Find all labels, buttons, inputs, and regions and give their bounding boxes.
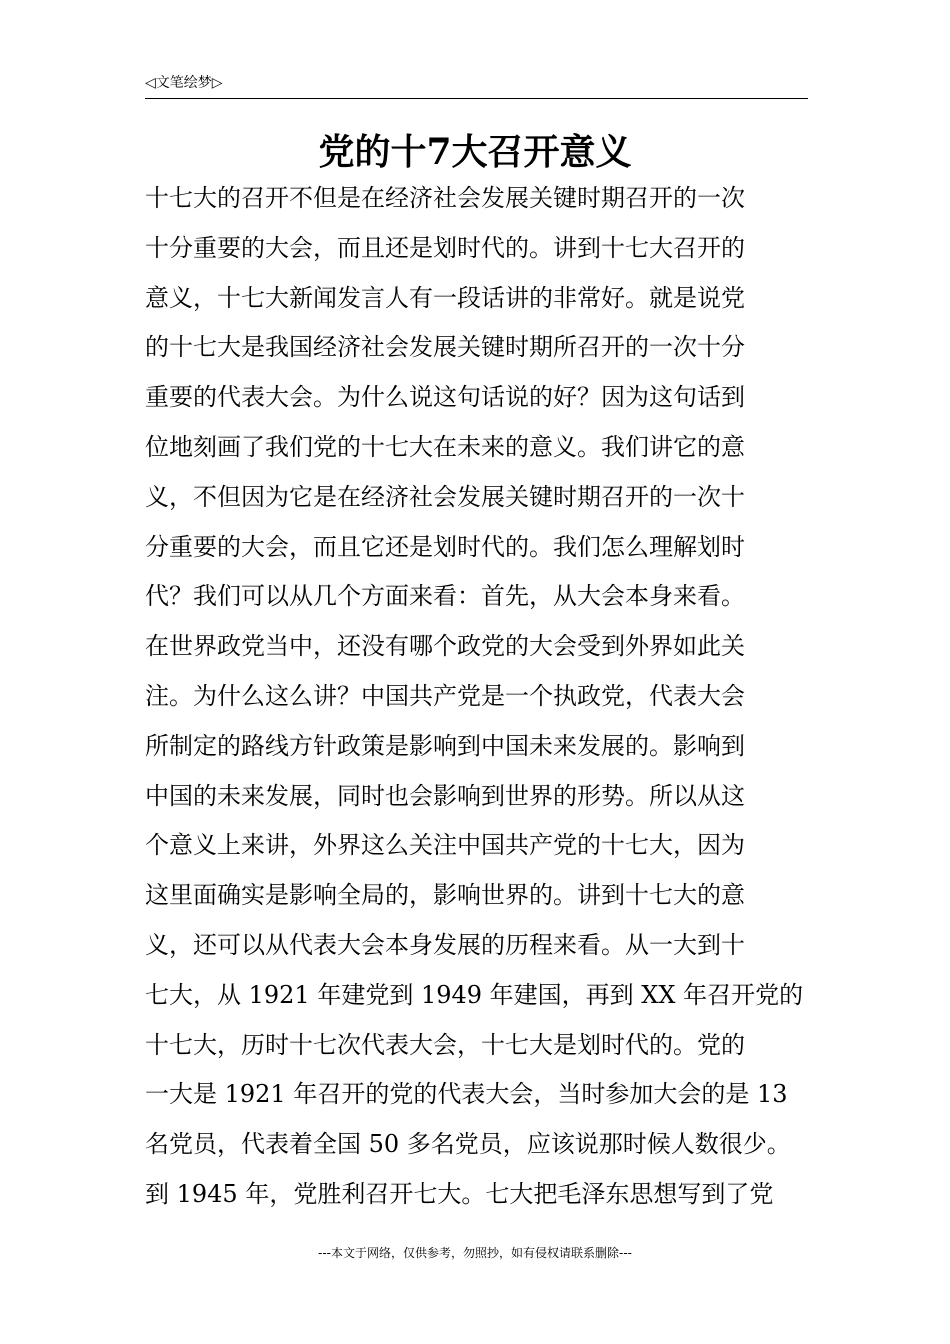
body-line: 重要的代表大会。为什么说这句话说的好？因为这句话到 <box>145 383 745 412</box>
body-line: 名党员，代表着全国 50 多名党员，应该说那时候人数很少。 <box>145 1130 791 1159</box>
document-title: 党的十7大召开意义 <box>318 131 632 173</box>
body-line: 义，不但因为它是在经济社会发展关键时期召开的一次十 <box>145 482 745 511</box>
body-line: 到 1945 年，党胜利召开七大。七大把毛泽东思想写到了党 <box>145 1179 774 1208</box>
body-line: 位地刻画了我们党的十七大在未来的意义。我们讲它的意 <box>145 432 745 461</box>
body-line: 在世界政党当中，还没有哪个政党的大会受到外界如此关 <box>145 632 745 661</box>
body-line: 分重要的大会，而且它还是划时代的。我们怎么理解划时 <box>145 532 745 561</box>
body-line: 十分重要的大会，而且还是划时代的。讲到十七大召开的 <box>145 233 745 262</box>
body-line: 一大是 1921 年召开的党的代表大会，当时参加大会的是 13 <box>145 1080 788 1109</box>
body-line: 个意义上来讲，外界这么关注中国共产党的十七大，因为 <box>145 831 745 860</box>
body-line: 十七大，历时十七次代表大会，十七大是划时代的。党的 <box>145 1030 745 1059</box>
page-footer: ---本文于网络，仅供参考，勿照抄，如有侵权请联系删除--- <box>318 1246 632 1260</box>
body-line: 十七大的召开不但是在经济社会发展关键时期召开的一次 <box>145 184 745 212</box>
document-body <box>145 174 835 1220</box>
body-line: 意义，十七大新闻发言人有一段话讲的非常好。就是说党 <box>145 283 745 312</box>
body-line: 所制定的路线方针政策是影响到中国未来发展的。影响到 <box>145 731 745 760</box>
body-line: 注。为什么这么讲？中国共产党是一个执政党，代表大会 <box>145 681 745 710</box>
body-line: 代？我们可以从几个方面来看：首先，从大会本身来看。 <box>145 582 745 611</box>
body-line: 七大，从 1921 年建党到 1949 年建国，再到 XX 年召开党的 <box>145 980 804 1009</box>
header-text: ◁文笔绘梦▷ <box>145 75 223 91</box>
body-line: 的十七大是我国经济社会发展关键时期所召开的一次十分 <box>145 333 745 362</box>
page-header <box>145 70 808 99</box>
body-line: 这里面确实是影响全局的，影响世界的。讲到十七大的意 <box>145 881 745 910</box>
body-line: 义，还可以从代表大会本身发展的历程来看。从一大到十 <box>145 930 745 959</box>
body-line: 中国的未来发展，同时也会影响到世界的形势。所以从这 <box>145 781 745 810</box>
